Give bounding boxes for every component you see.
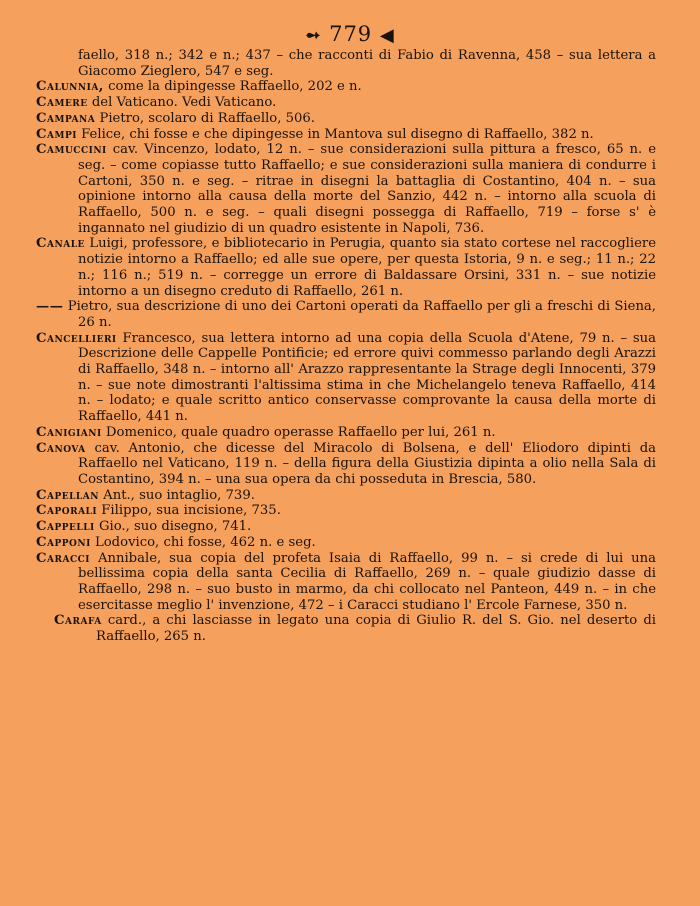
index-entry: Caporali Filippo, sua incisione, 735.	[36, 503, 281, 519]
index-entry: Cancellieri Francesco, sua lettera intorno ad una copia della Scuola d'Atene, 79 n. – sua Descrizione delle Cappelle Pontificie; ed errore quivi commesso parlando degli Arazzi di Raffaello, 348 n. – intorno all' Arazzo rappresentante la Strage degli Innocenti, 379 n. – sue note dimostranti l'altissima stima in che Michelangelo teneva Raffaello, 414 n. – lodato; e quale scritto antico conservasse comprovante la causa della morte di Raffaello, 441 n.	[36, 330, 656, 425]
right-ornament: ◀	[379, 25, 395, 46]
index-entry: Canale Luigi, professore, e bibliotecario in Perugia, quanto sia stato cortese nel raccogliere notizie intorno a Raffaello; ed alle sue opere, per questa Istoria, 9 n. e seg.; 11 n.; 22 n.; 116 n.; 519 n. – corregge un errore di Baldassare Orsini, 331 n. – sue notizie intorno a un disegno creduto di Raffaello, 261 n.	[36, 236, 656, 299]
index-entry: Capponi Lodovico, chi fosse, 462 n. e seg.	[36, 534, 316, 550]
index-entry: Canova cav. Antonio, che dicesse del Miracolo di Bolsena, e dell' Eliodoro dipinti da Raffaello nel Vaticano, 119 n. – della figura della Giustizia dipinta a olio nella Sala di Costantino, 394 n. – una sua opera da chi posseduta in Brescia, 580.	[36, 440, 656, 487]
index-entry: Caracci Annibale, sua copia del profeta Isaia di Raffaello, 99 n. – si crede di lui una bellissima copia della santa Cecilia di Raffaello, 269 n. – quale giudizio dasse di Raffaello, 298 n. – suo busto in marmo, da chi collocato nel Panteon, 449 n. – in che esercitasse meglio l' invenzione, 472 – i Caracci studiano l' Ercole Farnese, 350 n.	[36, 550, 656, 613]
index-entry: Canigiani Domenico, quale quadro operasse Raffaello per lui, 261 n.	[36, 424, 496, 440]
index-entry: Camere del Vaticano. Vedi Vaticano.	[36, 95, 277, 111]
index-entry: Cappelli Gio., suo disegno, 741.	[36, 519, 252, 535]
index-entry: Capellan Ant., suo intaglio, 739.	[36, 487, 255, 503]
left-ornament: ➻	[305, 25, 322, 46]
page-number: 779	[329, 22, 373, 46]
index-entry: Carafa card., a chi lasciasse in legato una copia di Giulio R. del S. Gio. nel deserto di Raffaello, 265 n.	[54, 613, 656, 645]
index-entries	[36, 48, 656, 645]
index-entry: Camuccini cav. Vincenzo, lodato, 12 n. – sue considerazioni sulla pittura a fresco, 65 n. e seg. – come copiasse tutto Raffaello; e sue considerazioni sulla maniera di condurre i Cartoni, 350 n. e seg. – ritrae in disegni la battaglia di Costantino, 404 n. – sua opinione intorno alla causa della morte del Sanzio, 442 n. – intorno alla scuola di Raffaello, 500 n. e seg. – quali disegni possegga di Raffaello, 719 – forse s' è ingannato nel giudizio di un quadro esistente in Napoli, 736.	[36, 142, 656, 236]
index-entry: —— Pietro, sua descrizione di uno dei Cartoni operati da Raffaello per gli a freschi di Siena, 26 n.	[36, 299, 656, 330]
index-entry: Calunnia, come la dipingesse Raffaello, 202 e n.	[36, 79, 362, 95]
page-header	[0, 22, 700, 46]
index-entry: Campi Felice, chi fosse e che dipingesse in Mantova sul disegno di Raffaello, 382 n.	[36, 126, 594, 142]
index-entry: Campana Pietro, scolaro di Raffaello, 506.	[36, 110, 315, 126]
index-entry: faello, 318 n.; 342 e n.; 437 – che racconti di Fabio di Ravenna, 458 – sua lettera a Giacomo Zieglero, 547 e seg.	[78, 48, 656, 79]
